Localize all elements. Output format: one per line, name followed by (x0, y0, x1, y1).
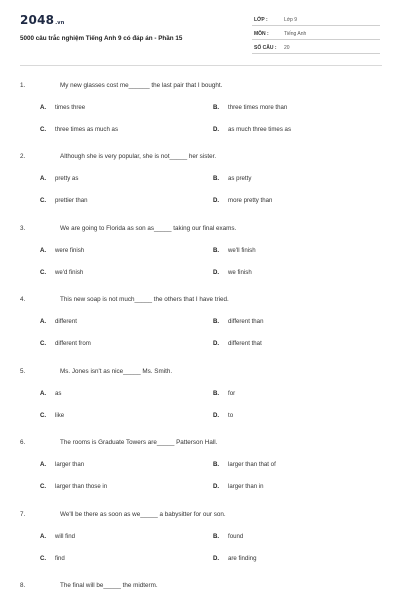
option-b[interactable] (213, 318, 263, 325)
option-text: different (55, 318, 77, 325)
option-letter: A. (40, 461, 47, 468)
option-letter: D. (213, 197, 220, 204)
option-c[interactable] (40, 483, 107, 490)
option-text: larger than in (228, 483, 264, 490)
logo-suffix: .vn (55, 20, 65, 26)
question-text: The final will be_____ the midterm. (60, 582, 158, 589)
option-letter: C. (40, 555, 47, 562)
option-c[interactable] (40, 340, 91, 347)
option-d[interactable] (213, 412, 233, 419)
option-b[interactable] (213, 247, 256, 254)
option-a[interactable] (40, 461, 84, 468)
question-text: We are going to Florida as son as_____ taking our final exams. (60, 225, 237, 232)
option-letter: D. (213, 412, 220, 419)
option-letter: D. (213, 340, 220, 347)
meta-class-label: LỚP : (254, 17, 268, 23)
option-d[interactable] (213, 340, 262, 347)
question-text: Although she is very popular, she is not_____ her sister. (60, 153, 217, 160)
option-text: we'll finish (228, 247, 256, 254)
document-header (0, 0, 400, 62)
question-number: 3. (20, 225, 26, 232)
option-c[interactable] (40, 269, 83, 276)
option-letter: A. (40, 390, 47, 397)
option-a[interactable] (40, 390, 61, 397)
option-letter: A. (40, 318, 47, 325)
option-text: as much three times as (228, 126, 291, 133)
option-text: larger than (55, 461, 85, 468)
option-b[interactable] (213, 390, 235, 397)
option-c[interactable] (40, 197, 88, 204)
meta-question-count (252, 42, 380, 54)
option-d[interactable] (213, 483, 264, 490)
option-letter: A. (40, 104, 47, 111)
question-text: This new soap is not much_____ the others that I have tried. (60, 296, 229, 303)
document-title: 5000 câu trắc nghiệm Tiếng Anh 9 có đáp án - Phần 15 (20, 35, 183, 42)
question-text: My new glasses cost me______ the last pair that I bought. (60, 82, 223, 89)
option-a[interactable] (40, 104, 85, 111)
option-d[interactable] (213, 555, 256, 562)
question-number: 1. (20, 82, 26, 89)
option-text: different that (228, 340, 262, 347)
option-letter: B. (213, 247, 220, 254)
option-a[interactable] (40, 247, 84, 254)
option-letter: C. (40, 340, 47, 347)
option-text: find (55, 555, 65, 562)
option-text: are finding (228, 555, 257, 562)
option-c[interactable] (40, 126, 118, 133)
option-text: for (228, 390, 236, 397)
option-a[interactable] (40, 318, 77, 325)
option-text: larger than those in (55, 483, 108, 490)
option-text: more pretty than (228, 197, 273, 204)
option-text: as pretty (228, 175, 252, 182)
option-letter: B. (213, 533, 220, 540)
site-logo[interactable] (20, 13, 65, 27)
option-d[interactable] (213, 126, 291, 133)
option-text: times three (55, 104, 86, 111)
option-c[interactable] (40, 555, 65, 562)
option-text: will find (55, 533, 75, 540)
option-letter: A. (40, 175, 47, 182)
option-letter: C. (40, 197, 47, 204)
option-d[interactable] (213, 269, 252, 276)
option-b[interactable] (213, 461, 276, 468)
option-text: to (228, 412, 234, 419)
option-text: we finish (228, 269, 252, 276)
option-text: like (55, 412, 65, 419)
logo-text: 2048 (20, 13, 55, 27)
question-number: 6. (20, 439, 26, 446)
option-letter: B. (213, 104, 220, 111)
meta-count-value: 20 (284, 45, 290, 51)
option-text: different from (55, 340, 91, 347)
meta-subject-label: MÔN : (254, 31, 269, 37)
header-divider (20, 65, 382, 66)
option-letter: B. (213, 318, 220, 325)
option-b[interactable] (213, 104, 287, 111)
option-letter: A. (40, 533, 47, 540)
option-text: three times more than (228, 104, 288, 111)
question-text: The rooms is Graduate Towers are_____ Patterson Hall. (60, 439, 218, 446)
question-number: 8. (20, 582, 26, 589)
option-text: were finish (55, 247, 85, 254)
option-text: larger than that of (228, 461, 276, 468)
question-number: 5. (20, 368, 26, 375)
option-a[interactable] (40, 175, 78, 182)
option-letter: D. (213, 269, 220, 276)
option-letter: B. (213, 461, 220, 468)
option-letter: B. (213, 390, 220, 397)
option-letter: C. (40, 269, 47, 276)
option-letter: A. (40, 247, 47, 254)
option-letter: D. (213, 483, 220, 490)
question-text: Ms. Jones isn't as nice_____ Ms. Smith. (60, 368, 173, 375)
meta-subject-value: Tiếng Anh (284, 31, 307, 37)
option-letter: C. (40, 483, 47, 490)
option-c[interactable] (40, 412, 64, 419)
meta-count-label: SỐ CÂU : (254, 45, 277, 51)
option-letter: D. (213, 126, 220, 133)
option-text: different than (228, 318, 264, 325)
option-text: we'd finish (55, 269, 84, 276)
option-a[interactable] (40, 533, 75, 540)
question-number: 7. (20, 511, 26, 518)
option-d[interactable] (213, 197, 272, 204)
question-number: 4. (20, 296, 26, 303)
meta-subject (252, 28, 380, 40)
option-letter: C. (40, 412, 47, 419)
option-b[interactable] (213, 175, 251, 182)
meta-class-value: Lớp 9 (284, 17, 298, 23)
option-text: pretty as (55, 175, 79, 182)
option-text: as (55, 390, 62, 397)
question-text: We'll be there as soon as we_____ a babysitter for our son. (60, 511, 226, 518)
question-number: 2. (20, 153, 26, 160)
option-text: three times as much as (55, 126, 118, 133)
meta-class (252, 14, 380, 26)
option-letter: D. (213, 555, 220, 562)
option-text: prettier than (55, 197, 88, 204)
option-b[interactable] (213, 533, 243, 540)
option-letter: B. (213, 175, 220, 182)
option-text: found (228, 533, 244, 540)
option-letter: C. (40, 126, 47, 133)
